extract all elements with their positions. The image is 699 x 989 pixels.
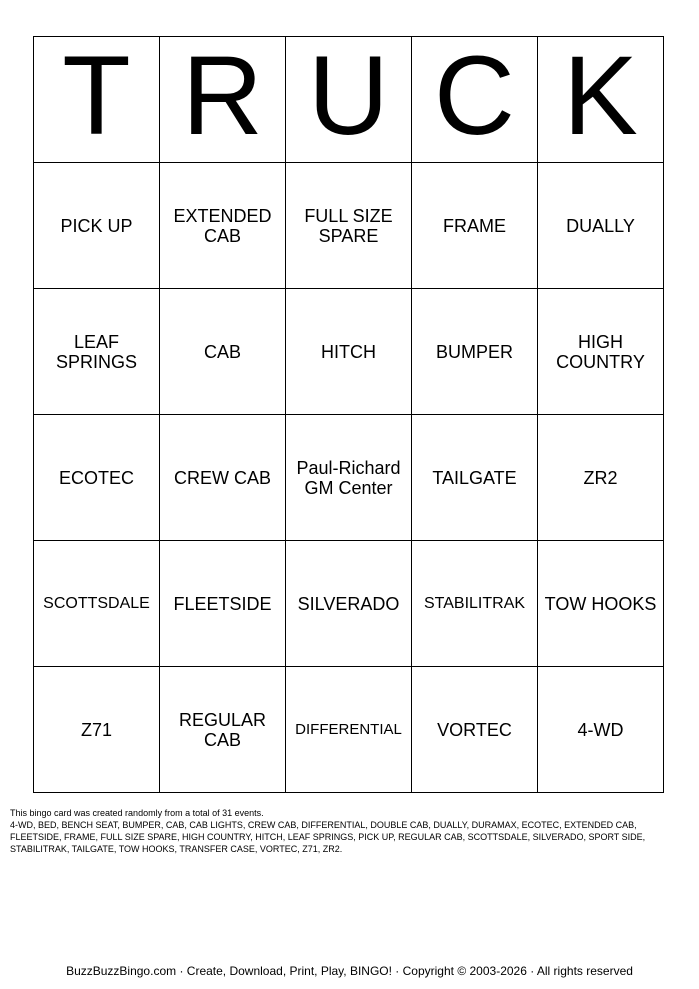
grid-cell	[34, 415, 160, 541]
grid-cell	[160, 415, 286, 541]
grid-cell	[412, 289, 538, 415]
cell-text: LEAF SPRINGS	[55, 331, 138, 372]
cell-text: SCOTTSDALE	[43, 594, 150, 612]
grid-cell	[538, 541, 664, 667]
cell-text: TAILGATE	[432, 467, 517, 488]
grid-row	[34, 289, 664, 415]
cell-text: HIGH COUNTRY	[556, 331, 645, 372]
grid-cell	[160, 163, 286, 289]
grid-cell	[34, 289, 160, 415]
header-letter: K	[563, 36, 638, 158]
cell-text: EXTENDED CAB	[173, 205, 272, 246]
grid-row	[34, 415, 664, 541]
bingo-card	[33, 36, 664, 793]
grid-cell	[412, 667, 538, 793]
cell-text: BUMPER	[435, 341, 513, 362]
cell-text: SILVERADO	[297, 593, 400, 614]
grid-row	[34, 163, 664, 289]
header-letter: T	[62, 36, 131, 158]
cell-text: FULL SIZE SPARE	[304, 205, 393, 246]
grid-cell	[286, 667, 412, 793]
header-letter: R	[182, 36, 263, 158]
cell-text: DUALLY	[566, 215, 635, 236]
grid-cell	[538, 415, 664, 541]
cell-text: CAB	[203, 341, 241, 362]
grid-row	[34, 541, 664, 667]
cell-text: HITCH	[321, 341, 376, 362]
header-cell-k	[538, 37, 664, 163]
grid-cell	[412, 541, 538, 667]
grid-cell	[160, 667, 286, 793]
header-cell-c	[412, 37, 538, 163]
site-footer: BuzzBuzzBingo.com · Create, Download, Print, Play, BINGO! · Copyright © 2003-2026 · All rights reserved	[66, 964, 633, 978]
grid-cell	[286, 289, 412, 415]
header-letter: C	[434, 36, 515, 158]
header-row	[34, 37, 664, 163]
cell-text: REGULAR CAB	[178, 709, 267, 750]
grid-cell	[160, 541, 286, 667]
grid-cell	[34, 541, 160, 667]
cell-text: ZR2	[583, 467, 618, 488]
grid-cell	[412, 415, 538, 541]
cell-text: Z71	[80, 719, 113, 740]
header-letter: U	[308, 36, 389, 158]
footnote-events: 4-WD, BED, BENCH SEAT, BUMPER, CAB, CAB LIGHTS, CREW CAB, DIFFERENTIAL, DOUBLE CAB, DUALLY, DURAMAX, ECOTEC, EXTENDED CAB, FLEETSIDE, FRAME, FULL SIZE SPARE, HIGH COUNTRY, HITCH, LEAF SPRINGS, PICK UP, REGULAR CAB, SCOTTSDALE, SILVERADO, SPORT SIDE, STABILITRAK, TAILGATE, TOW HOOKS, TRANSFER CASE, VORTEC, Z71, ZR2.	[10, 820, 646, 854]
grid-cell	[538, 289, 664, 415]
cell-text: TOW HOOKS	[544, 593, 657, 614]
grid-cell	[34, 163, 160, 289]
header-cell-r	[160, 37, 286, 163]
grid-row	[34, 667, 664, 793]
grid-cell	[412, 163, 538, 289]
grid-cell	[34, 667, 160, 793]
cell-text: PICK UP	[60, 215, 133, 236]
cell-text: FRAME	[443, 215, 506, 236]
grid-cell	[538, 667, 664, 793]
cell-text: 4-WD	[577, 719, 624, 740]
grid-cell	[160, 289, 286, 415]
footnote-intro: This bingo card was created randomly from a total of 31 events.	[10, 808, 264, 818]
grid-cell	[286, 163, 412, 289]
header-cell-u	[286, 37, 412, 163]
cell-text: ECOTEC	[58, 467, 134, 488]
grid-cell	[538, 163, 664, 289]
cell-text: FLEETSIDE	[173, 593, 272, 614]
cell-text: Paul-Richard GM Center	[296, 457, 401, 498]
cell-text: STABILITRAK	[423, 594, 526, 612]
header-cell-t	[34, 37, 160, 163]
cell-text: DIFFERENTIAL	[295, 720, 402, 738]
grid-cell	[286, 541, 412, 667]
cell-text: CREW CAB	[173, 467, 271, 488]
grid-cell	[286, 415, 412, 541]
event-list-note	[10, 807, 690, 855]
cell-text: VORTEC	[437, 719, 512, 740]
